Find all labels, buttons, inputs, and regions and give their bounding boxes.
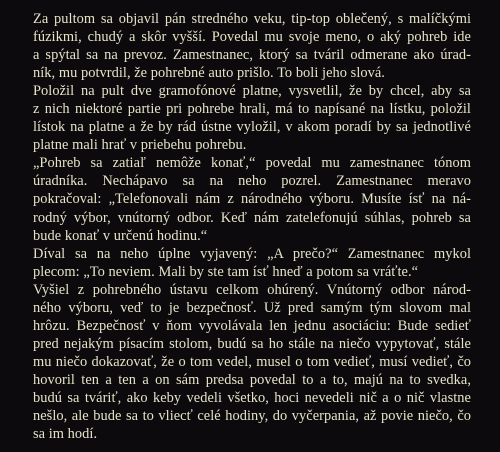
text-line: lístok na platne a že by rád ústne vyložil, v akom poradí by sa jednotlivé [33,119,471,136]
text-line: pokračoval: „Telefonovali nám z národného výboru. Musíte ísť na ná- [33,191,471,208]
text-line: sa im hodí. [33,426,98,443]
text-line: a spýtal sa na prevoz. Zamestnanec, ktorý sa tváril odmerane ako úrad- [33,47,471,64]
text-line: Díval sa na neho úplne vyjavený: „A prečo?“ Zamestnanec mykol [33,245,471,262]
text-line: ník, mu potvrdil, že pohrebné auto prišlo. To boli jeho slová. [33,65,385,82]
text-line: Položil na pult dve gramofónové platne, vysvetlil, že by chcel, aby sa [33,83,471,100]
text-line: hovoril ten a ten a on sám predsa povedal to a to, majú na to svedka, [33,371,471,388]
text-line: plecom: „To neviem. Mali by ste tam ísť hneď a potom sa vráťte.“ [33,263,419,280]
text-line: úradníka. Nechápavo sa na neho pozrel. Zamestnanec meravo [33,173,471,190]
text-line: fúzikmi, chudý a skôr vyšší. Povedal mu svoje meno, o aký pohreb ide [33,29,471,46]
text-line: ného výboru, veď to je bezpečnosť. Už pred samým tým slovom mal [33,299,471,316]
book-page-text [33,10,471,443]
text-line: pred nejakým písacím stolom, budú sa ho stále na niečo vypytovať, stále [33,335,471,352]
text-line: budú sa tváriť, ako keby vedeli všetko, hoci nevedeli nič a o nič vlastne [33,389,471,406]
text-line: hrôzu. Bezpečnosť v ňom vyvolávala len jednu asociáciu: Bude sedieť [33,317,471,334]
text-line: Vyšiel z pohrebného ústavu celkom ohúrený. Vnútorný odbor národ- [33,281,471,298]
text-line: „Pohreb sa zatiaľ nemôže konať,“ povedal mu zamestnanec tónom [33,155,471,172]
text-line: platne mali hrať v priebehu pohrebu. [33,137,247,154]
text-line: mu niečo dokazovať, že o tom vedel, musel o tom vedieť, musí vedieť, čo [33,353,471,370]
text-line: Za pultom sa objavil pán stredného veku, tip-top oblečený, s malíčkými [33,11,471,27]
text-line: bude konať v určenú hodinu.“ [33,227,208,244]
text-line: rodný výbor, vnútorný odbor. Keď nám zatelefonujú súhlas, pohreb sa [33,209,471,226]
text-line: nešlo, ale bude sa to vliecť celé hodiny, do vyčerpania, až povie niečo, čo [33,408,471,425]
text-line: z nich niektoré partie pri pohrebe hrali, má to napísané na lístku, položil [33,101,471,118]
